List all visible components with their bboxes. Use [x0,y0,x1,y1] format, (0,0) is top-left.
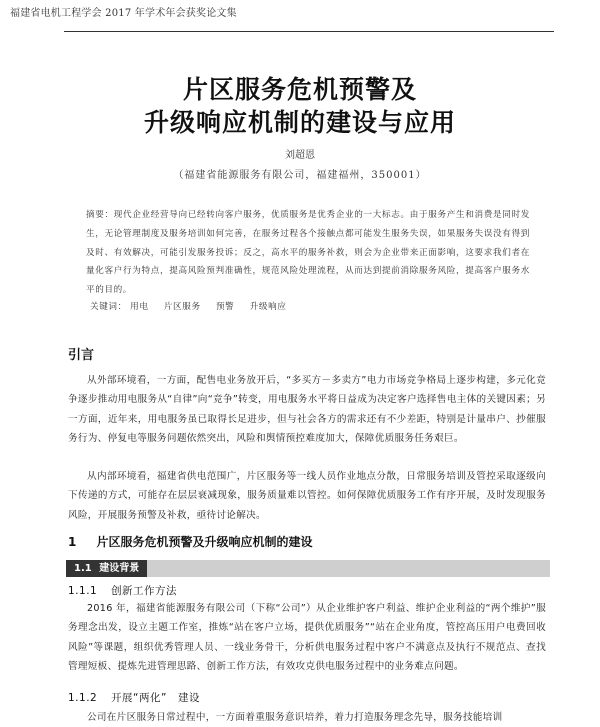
heading-number: 1.1.1 [68,585,98,597]
heading-number: 1.1.2 [68,692,98,704]
heading-title: 开展“两化” 建设 [111,692,200,704]
keyword: 用电 [130,302,149,312]
intro-heading: 引言 [68,348,95,363]
running-head: 福建省电机工程学会 2017 年学术年会获奖论文集 [10,8,237,19]
title-line-1: 片区服务危机预警及 [182,75,417,104]
section-title: 片区服务危机预警及升级响应机制的建设 [96,535,313,549]
subsection-title: 建设背景 [99,563,140,574]
title-line-2: 升级响应机制的建设与应用 [143,108,456,137]
author: 刘超恩 [285,150,315,161]
keyword: 升级响应 [249,302,287,312]
heading-1-1-1 [68,583,177,598]
heading-title: 创新工作方法 [111,585,178,597]
abstract: 摘要：现代企业经营导向已经转向客户服务，优质服务是优秀企业的一大标志。由于服务产生和消费是同时发生，无论管理制度及服务培训如何完善，在服务过程各个接触点都可能发生服务失误，如果服务失误没有得到及时、有效解决，可能引发服务投诉；反之，高水平的服务补救，则会为企业带来正面影响，这要求我们者在量化客户行为特点，提高风险预判准确性，规范风险处理流程，从而达到提前消除服务风险，提高客户服务水平的目的。 [86,210,530,296]
affiliation: （福建省能源服务有限公司，福建福州，350001） [173,170,427,181]
subsection-bar [66,560,550,577]
paragraph-1-1-1: 2016 年，福建省能源服务有限公司（下称“公司”）从企业维护客户利益、维护企业利益的“两个维护”服务理念出发，设立主题工作室，推炼“站在客户立场，提供优质服务”“站在企业角度，管控高压用户电费回收风险”等课题，组织优秀管理人员、一线业务骨干，分析供电服务过程中客户不满意点及执行不规范点、查找管理短板、提炼先进管理思路、创新工作方法，有效攻克供电服务过程中的业务难点问题。 [68,603,546,672]
intro-paragraph-1: 从外部环境看，一方面，配售电业务放开后，“多买方－多卖方”电力市场竞争格局上逐步构建，多元化竞争逐步推动用电服务从“自律”向“竞争”转变，用电服务水平将日益成为决定客户选择售电主体的关键因素；另一方面，近年来，用电服务虽已取得长足进步，但与社会各方的需求还有不少差距，特别是计量串户、抄催服务行为、停复电等服务问题依然突出，风险和舆情预控难度加大，保障优质服务任务艰巨。 [68,375,546,444]
paragraph-1-1-2: 公司在片区服务日常过程中，一方面着重服务意识培养，着力打造服务理念先导，服务技能培训 [87,712,503,723]
section-1-heading [68,533,313,550]
heading-1-1-2 [68,690,200,705]
keywords-label: 关键词： [90,302,127,312]
keywords [90,300,299,312]
section-number: 1 [68,535,77,549]
subsection-label [66,560,147,577]
keyword: 片区服务 [163,302,201,312]
subsection-number: 1.1 [74,563,92,574]
intro-paragraph-2: 从内部环境看，福建省供电范围广，片区服务等一线人员作业地点分散，日常服务培训及管控采取逐级向下传递的方式，可能存在层层衰减现象，服务质量难以管控。如何保障优质服务工作有序开展，及时发现服务风险，开展服务预警及补救，亟待讨论解决。 [68,471,546,521]
keyword: 预警 [215,302,235,312]
header-rule [64,31,554,32]
